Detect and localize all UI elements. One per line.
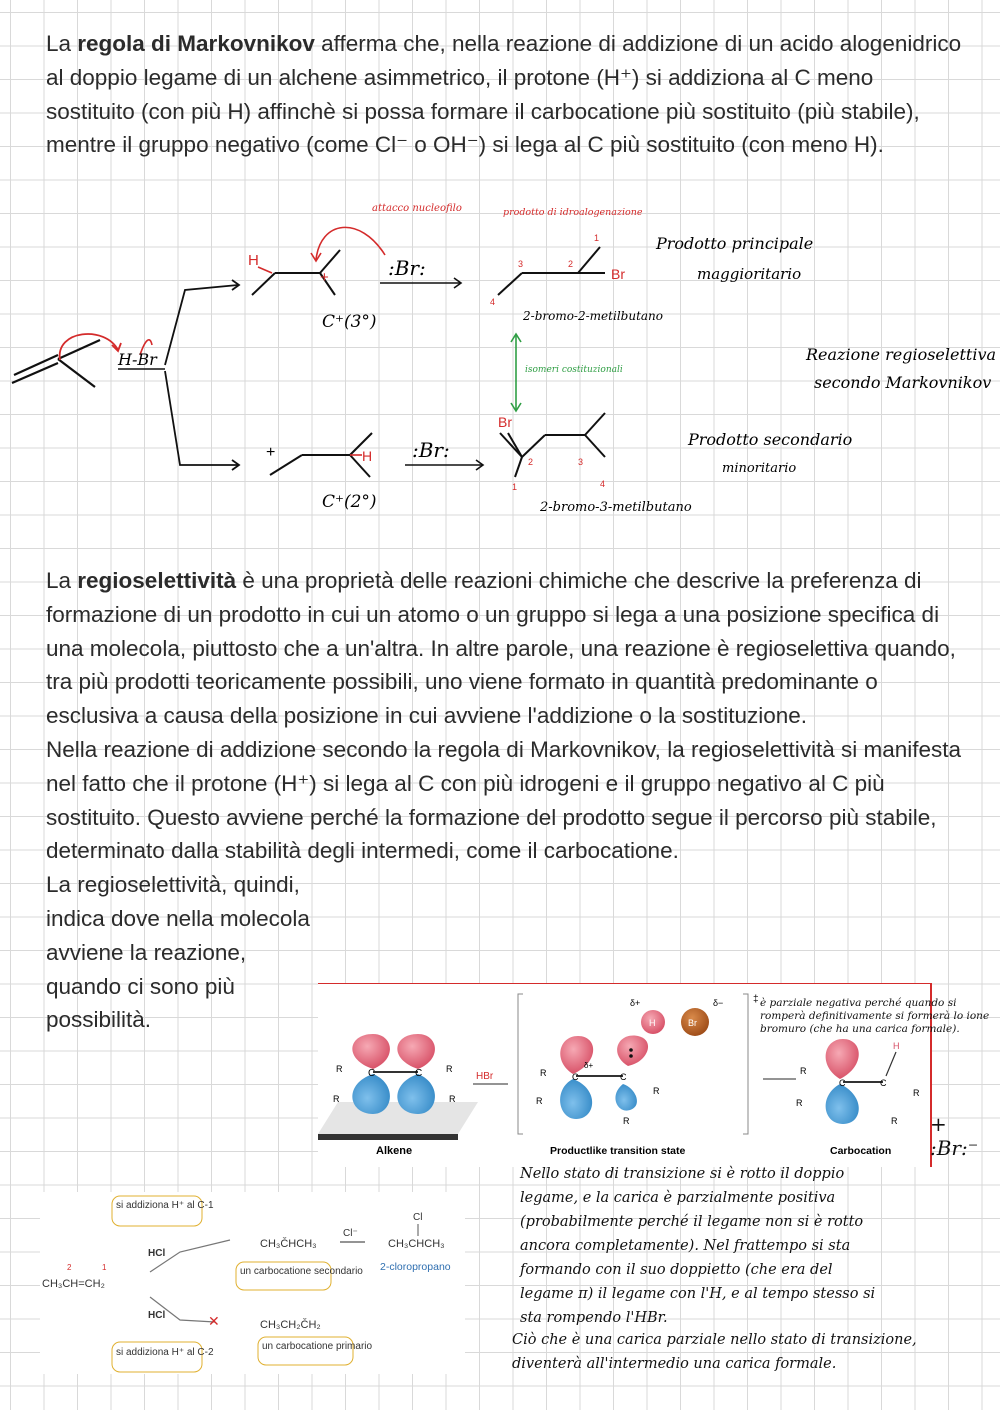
svg-text:R: R bbox=[540, 1068, 547, 1078]
starting-alkene bbox=[12, 340, 100, 387]
minor-product-structure bbox=[500, 413, 605, 477]
branch-arrow-top bbox=[165, 285, 238, 365]
product-name: 2-cloropropano bbox=[380, 1261, 451, 1273]
svg-text:R: R bbox=[536, 1096, 543, 1106]
carbocation-label: Carbocation bbox=[830, 1145, 892, 1157]
svg-text:4: 4 bbox=[600, 479, 606, 489]
svg-text:Br: Br bbox=[611, 266, 625, 282]
svg-text:secondo Markovnikov: secondo Markovnikov bbox=[814, 373, 992, 392]
secondary-product-label: Prodotto secondario bbox=[688, 430, 853, 449]
svg-text:R: R bbox=[336, 1064, 343, 1074]
alkene-label: Alkene bbox=[376, 1145, 413, 1157]
bubble-top: si addiziona H⁺ al C-1 bbox=[116, 1200, 214, 1211]
bromide-ion: + :Br:⁻ bbox=[930, 1112, 979, 1160]
svg-text:maggioritario: maggioritario bbox=[697, 265, 802, 283]
svg-text:2: 2 bbox=[67, 1263, 72, 1272]
svg-text:attacco nucleofilo: attacco nucleofilo bbox=[372, 203, 462, 214]
svg-text:✕: ✕ bbox=[208, 1313, 220, 1329]
svg-text:δ−: δ− bbox=[713, 998, 724, 1008]
svg-text:Br: Br bbox=[498, 414, 512, 430]
svg-text:+: + bbox=[266, 444, 276, 461]
bromide-top: :Br: bbox=[388, 256, 426, 280]
svg-text:δ+: δ+ bbox=[584, 1061, 594, 1070]
transition-state-note: Nello stato di transizione si è rotto il doppio legame, e la carica è parzialmente positiva (probabilmente perché il legame non si è rotto ancora completamente). Nel frattempo si sta formando con il suo doppietto (che era del legame π) il legame con l'H, e al tempo stesso si sta rompendo l'HBr. bbox=[520, 1166, 876, 1326]
svg-text:un carbocatione primario: un carbocatione primario bbox=[262, 1341, 373, 1352]
bromide-bottom: :Br: bbox=[412, 438, 450, 462]
svg-text:1: 1 bbox=[512, 482, 518, 492]
svg-text:minoritario: minoritario bbox=[722, 461, 797, 476]
svg-text:δ+: δ+ bbox=[630, 998, 641, 1008]
partial-negative-note: è parziale negativa perché quando si romperà definitivamente si formerà lo ione bromuro (che ha una carica formale). bbox=[760, 997, 990, 1035]
isomers-label: isomeri costituzionali bbox=[525, 365, 623, 375]
svg-text:‡: ‡ bbox=[753, 994, 759, 1005]
svg-text:R: R bbox=[891, 1116, 898, 1126]
textbook-figure bbox=[40, 1192, 465, 1374]
svg-text:2: 2 bbox=[528, 457, 534, 467]
svg-text:1: 1 bbox=[102, 1263, 107, 1272]
svg-text:C: C bbox=[880, 1078, 887, 1088]
svg-text:R: R bbox=[449, 1094, 456, 1104]
svg-text:R: R bbox=[446, 1064, 453, 1074]
regioselectivity-term: regioselettività bbox=[77, 568, 237, 593]
product-formula: CH₃CHCH₃ bbox=[388, 1238, 445, 1250]
svg-text:C: C bbox=[839, 1078, 846, 1088]
svg-text:Cl⁻: Cl⁻ bbox=[343, 1228, 358, 1239]
svg-text:4: 4 bbox=[490, 297, 496, 307]
svg-text:+: + bbox=[320, 269, 329, 286]
markovnikov-mechanism-diagram bbox=[0, 195, 1000, 525]
major-product-structure bbox=[498, 247, 605, 295]
major-product-name: 2-bromo-2-metilbutano bbox=[523, 309, 663, 323]
svg-text:H: H bbox=[893, 1041, 900, 1051]
reactant-propene: CH₃CH=CH₂ bbox=[42, 1278, 105, 1290]
svg-text:R: R bbox=[653, 1086, 660, 1096]
svg-text:R: R bbox=[913, 1088, 920, 1098]
svg-text:Cl: Cl bbox=[413, 1212, 423, 1223]
svg-text:R: R bbox=[796, 1098, 803, 1108]
hydrohalogenation-product-label: prodotto di idroalogenazione bbox=[503, 207, 643, 218]
svg-text:HCl: HCl bbox=[148, 1310, 166, 1321]
svg-text:C: C bbox=[572, 1072, 579, 1082]
electron-arrow-1 bbox=[60, 334, 118, 360]
svg-text:Br: Br bbox=[688, 1018, 697, 1028]
alkene-orbitals bbox=[318, 1034, 478, 1157]
primary-cation: CH₃CH₂ČH₂ bbox=[260, 1319, 321, 1331]
branch-arrow-bottom bbox=[165, 371, 238, 465]
nucleophilic-attack-arrow bbox=[316, 227, 385, 260]
markovnikov-paragraph: La regola di Markovnikov afferma che, nella reazione di addizione di un acido alogenidrico al doppio legame di un alchene asimmetrico, il protone (H⁺) si addiziona al C meno sostituito (con più H) affinchè si possa formare il carbocatione più sostituito (più stabile), mentre il gruppo negativo (come Cl⁻ o OH⁻) si lega al C più sostituito (con meno H). bbox=[46, 31, 962, 158]
main-product-label: Prodotto principale bbox=[656, 234, 814, 253]
svg-text:H: H bbox=[362, 448, 373, 464]
svg-text:3: 3 bbox=[578, 457, 584, 467]
svg-text:R: R bbox=[800, 1066, 807, 1076]
svg-text:H: H bbox=[248, 252, 259, 269]
carbocation-2-label: C⁺(2°) bbox=[322, 492, 377, 512]
markovnikov-term: regola di Markovnikov bbox=[77, 31, 315, 56]
svg-text:2: 2 bbox=[568, 259, 574, 269]
transition-state bbox=[518, 994, 759, 1157]
bubble-bottom: si addiziona H⁺ al C-2 bbox=[116, 1347, 214, 1358]
minor-product-name: 2-bromo-3-metilbutano bbox=[540, 500, 692, 515]
svg-text:1: 1 bbox=[594, 233, 600, 243]
svg-text:C: C bbox=[620, 1072, 627, 1082]
svg-text:H: H bbox=[649, 1018, 656, 1028]
regioselectivity-paragraph: La regioselettività è una proprietà delle reazioni chimiche che descrive la preferenza di formazione di un prodotto in cui un atomo o un gruppo si lega a una posizione specifica di una molecola, piuttosto che a un'altra. In altre parole, una reazione è regioselettiva quando, tra più prodotti teoricamente possibili, uno viene formato in quantità predominante o esclusiva a causa della posizione in cui avviene l'addizione o la sostituzione. Nella reazione di addizione secondo la regola di Markovnikov, la regioselettività si manifesta nel fatto che il protone (H⁺) si lega al C con più idrogeni e il gruppo negativo al C più sostituito. Questo avviene perché la formazione del prodotto segue il percorso più stabile, determinato dalla stabilità degli intermedi, come il carbocatione. La regioselettività, quindi, indica dove nella molecola avviene la reazione, quando ci sono più possibilità. bbox=[46, 568, 962, 1033]
ts-label: Productlike transition state bbox=[550, 1145, 686, 1157]
svg-text:un carbocatione secondario: un carbocatione secondario bbox=[240, 1266, 363, 1277]
hbr-label: HBr bbox=[476, 1071, 494, 1082]
svg-text:R: R bbox=[623, 1116, 630, 1126]
charge-note: Ciò che è una carica parziale nello stato di transizione, diventerà all'intermedio una carica formale. bbox=[512, 1332, 917, 1372]
carbocation-3-label: C⁺(3°) bbox=[322, 312, 377, 332]
hbr-reagent: H-Br bbox=[118, 350, 157, 369]
svg-text:C: C bbox=[368, 1068, 376, 1079]
carbocation-orbitals bbox=[796, 1039, 920, 1157]
svg-text:HCl: HCl bbox=[148, 1248, 166, 1259]
svg-text:C: C bbox=[415, 1068, 423, 1079]
regioselective-label: Reazione regioselettiva bbox=[806, 345, 997, 364]
svg-text:R: R bbox=[333, 1094, 340, 1104]
svg-text:3: 3 bbox=[518, 259, 524, 269]
secondary-cation: CH₃ČHCH₃ bbox=[260, 1238, 317, 1250]
